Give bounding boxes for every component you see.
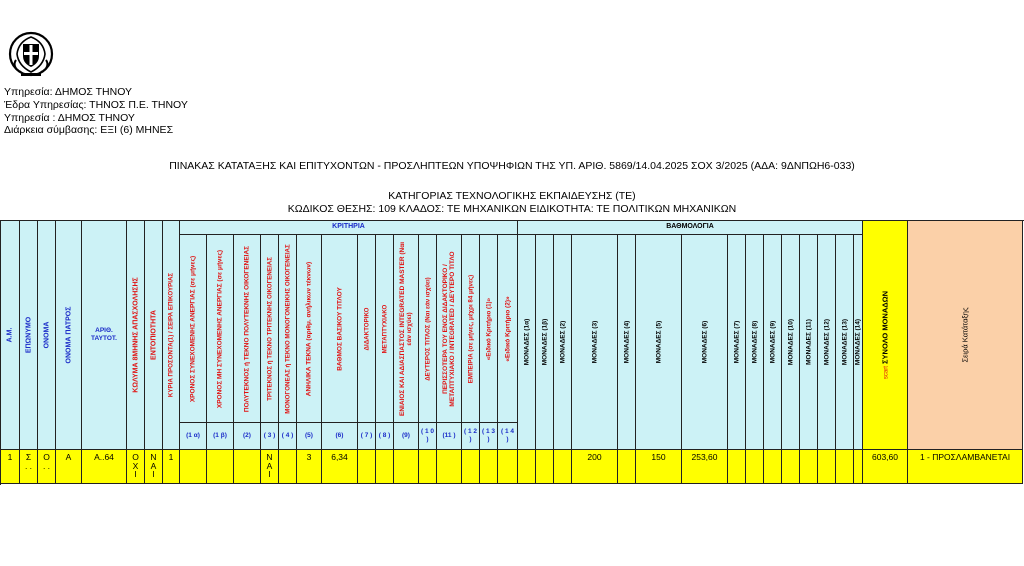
criteria-header-label: ΔΙΔΑΚΤΟΡΙΚΟ	[363, 307, 370, 350]
header-total: scart ΣΥΝΟΛΟ ΜΟΝΑΔΩΝ	[863, 221, 908, 450]
criteria-code-10	[394, 423, 419, 450]
cell-criteria-6	[297, 450, 322, 484]
criteria-header-7	[322, 235, 358, 423]
score-header-label: ΜΟΝΑΔΕΣ (2)	[558, 320, 566, 364]
greek-coat-of-arms-icon	[7, 30, 55, 80]
criteria-header-6	[297, 235, 322, 423]
criteria-code-label: ( 4 )	[281, 432, 294, 439]
score-header-5	[636, 235, 682, 450]
criteria-code-label: ( 1 4 )	[500, 428, 514, 443]
header-rank: Σειρά Κατάταξης	[908, 221, 1023, 450]
score-header-label: ΜΟΝΑΔΕΣ (11)	[804, 319, 812, 365]
cell-id-number	[82, 450, 127, 484]
cell-score-13	[836, 450, 854, 484]
cell-score-3	[572, 450, 618, 484]
criteria-code-label: ( 1 0 )	[421, 428, 435, 443]
criteria-header-label: ΒΑΘΜΟΣ ΒΑΣΙΚΟΥ ΤΙΤΛΟΥ	[336, 286, 343, 371]
cell-score-5	[636, 450, 682, 484]
cell-score-10	[782, 450, 800, 484]
criteria-code-6	[297, 423, 322, 450]
criteria-header-label: ΔΕΥΤΕΡΟΣ ΤΙΤΛΟΣ (Ναι εάν ισχύει)	[424, 276, 431, 381]
criteria-header-8	[358, 235, 376, 423]
criteria-header-label: «Ειδικό Κριτήριο (1)»	[485, 297, 492, 360]
score-header-label: ΜΟΝΑΔΕΣ (1β)	[540, 318, 548, 366]
cell-criteria-3	[234, 450, 261, 484]
cell-father	[56, 450, 82, 484]
score-header-label: ΜΟΝΑΔΕΣ (7)	[732, 320, 740, 364]
criteria-code-15	[498, 423, 518, 450]
cell-restriction	[127, 450, 145, 484]
cell-criteria-9	[376, 450, 394, 484]
cell-am	[1, 450, 20, 484]
criteria-code-3	[234, 423, 261, 450]
criteria-header-14	[480, 235, 498, 423]
header-local: ΕΝΤΟΠΙΟΤΗΤΑ	[145, 221, 163, 450]
score-header-label: ΜΟΝΑΔΕΣ (12)	[822, 318, 830, 366]
score-header-3	[572, 235, 618, 450]
score-header-12	[818, 235, 836, 450]
score-header-6	[682, 235, 728, 450]
header-restriction: ΚΩΛΥΜΑ 8ΜΗΝΗΣ ΑΠΑΣΧΟΛΗΣΗΣ	[127, 221, 145, 450]
score-header-8	[746, 235, 764, 450]
position-subtitle	[0, 190, 1024, 215]
criteria-code-label: (6)	[335, 432, 344, 439]
criteria-header-5	[279, 235, 297, 423]
criteria-header-15	[498, 235, 518, 423]
criteria-code-label: (11 )	[442, 432, 456, 439]
cell-criteria-1	[180, 450, 207, 484]
seat-line: Έδρα Υπηρεσίας: ΤΗΝΟΣ Π.Ε. ΤΗΝΟΥ	[4, 98, 188, 111]
cell-name	[38, 450, 56, 484]
cell-score-14	[854, 450, 863, 484]
cell-am-value: 1	[7, 452, 13, 462]
criteria-code-label: ( 3 )	[263, 432, 276, 439]
scores-group-header: ΒΑΘΜΟΛΟΓΙΑ	[518, 221, 863, 235]
criteria-header-11	[419, 235, 437, 423]
criteria-group-header: ΚΡΙΤΗΡΙΑ	[180, 221, 518, 235]
cell-score-1	[536, 450, 554, 484]
header-block	[4, 86, 188, 137]
duration-line: Διάρκεια σύμβασης: ΕΞΙ (6) ΜΗΝΕΣ	[4, 124, 174, 137]
header-am: Α.Μ.	[1, 221, 20, 450]
criteria-header-1	[180, 235, 207, 423]
criteria-code-1	[180, 423, 207, 450]
cell-criteria-value: 3	[306, 452, 312, 462]
criteria-header-label: ΠΟΛΥΤΕΚΝΟΣ ή ΤΕΚΝΟ ΠΟΛΥΤΕΚΝΗΣ ΟΙΚΟΓΕΝΕΙΑΣ	[243, 245, 251, 412]
score-header-label: ΜΟΝΑΔΕΣ (10)	[786, 318, 794, 366]
service-line: Υπηρεσία: ΔΗΜΟΣ ΤΗΝΟΥ	[4, 86, 133, 98]
cell-criteria-8	[358, 450, 376, 484]
score-header-1	[536, 235, 554, 450]
cell-criteria-2	[207, 450, 234, 484]
score-header-label: ΜΟΝΑΔΕΣ (3)	[590, 320, 598, 364]
cell-criteria-12	[437, 450, 462, 484]
cell-main-qualification	[163, 450, 180, 484]
criteria-code-5	[279, 423, 297, 450]
criteria-code-9	[376, 423, 394, 450]
cell-score-9	[764, 450, 782, 484]
criteria-code-label: ( 8 )	[378, 432, 391, 439]
cell-criteria-10	[394, 450, 419, 484]
criteria-header-label: ΧΡΟΝΟΣ ΣΥΝΕΧΟΜΕΝΗΣ ΑΝΕΡΓΙΑΣ (σε μήνες)	[189, 255, 197, 402]
cell-total	[863, 450, 908, 484]
cell-surname	[20, 450, 38, 484]
criteria-header-label: ΜΟΝΟΓΟΝΕΑΣ ή ΤΕΚΝΟ ΜΟΝΟΓΟΝΕΙΚΗΣ ΟΙΚΟΓΕΝΕΙΑΣ	[284, 243, 291, 414]
score-header-label: ΜΟΝΑΔΕΣ (8)	[750, 320, 758, 364]
score-header-label: ΜΟΝΑΔΕΣ (9)	[768, 320, 776, 364]
score-header-14	[854, 235, 863, 450]
criteria-code-label: (1 β)	[213, 432, 227, 439]
criteria-code-label: (2)	[243, 432, 251, 439]
criteria-code-label: ( 7 )	[360, 432, 373, 439]
cell-criteria-5	[279, 450, 297, 484]
cell-criteria-13	[462, 450, 480, 484]
criteria-code-label: ( 1 3 )	[482, 428, 496, 443]
position-line: ΚΩΔΙΚΟΣ ΘΕΣΗΣ: 109 ΚΛΑΔΟΣ: ΤΕ ΜΗΧΑΝΙΚΩΝ ΕΙΔΙΚΟΤΗΤΑ: ΤΕ ΠΟΛΙΤΙΚΩΝ ΜΗΧΑΝΙΚΩΝ	[287, 202, 737, 215]
criteria-header-4	[261, 235, 279, 423]
cell-score-6	[682, 450, 728, 484]
score-header-label: ΜΟΝΑΔΕΣ (4)	[622, 320, 630, 364]
criteria-code-label: (1 α)	[186, 432, 200, 439]
cell-criteria-4	[261, 450, 279, 484]
cell-criteria-11	[419, 450, 437, 484]
criteria-header-2	[207, 235, 234, 423]
criteria-code-7	[322, 423, 358, 450]
document-title: ΠΙΝΑΚΑΣ ΚΑΤΑΤΑΞΗΣ ΚΑΙ ΕΠΙΤΥΧΟΝΤΩΝ - ΠΡΟΣΛΗΠΤΕΩΝ ΥΠΟΨΗΦΙΩΝ ΤΗΣ ΥΠ. ΑΡΙΘ. 5869/14.04.2025 ΣΟΧ 3/2025 (ΑΔΑ: 9ΔΝΠΩΗ6-033)	[169, 160, 855, 172]
header-father: ΟΝΟΜΑ ΠΑΤΡΟΣ	[56, 221, 82, 450]
criteria-code-14	[480, 423, 498, 450]
score-header-10	[782, 235, 800, 450]
criteria-code-11	[419, 423, 437, 450]
cell-criteria-14	[480, 450, 498, 484]
criteria-code-label: (9)	[402, 432, 410, 439]
criteria-header-label: ΕΝΙΑΙΟΣ ΚΑΙ ΑΔΙΑΣΠΑΣΤΟΣ INTEGRATED MASTER (Ναι εάν ισχύει)	[399, 241, 413, 416]
score-header-7	[728, 235, 746, 450]
cell-total-value: 603,60	[872, 452, 898, 462]
score-header-9	[764, 235, 782, 450]
criteria-header-label: ΧΡΟΝΟΣ ΜΗ ΣΥΝΕΧΟΜΕΝΗΣ ΑΝΕΡΓΙΑΣ (σε μήνες)	[216, 249, 224, 408]
criteria-header-3	[234, 235, 261, 423]
criteria-header-label: ΕΜΠΕΙΡΙΑ (σε μήνες, μέχρι 84 μήνες)	[467, 274, 474, 383]
cell-score-value: 253,60	[691, 452, 718, 462]
cell-score-2	[554, 450, 572, 484]
criteria-header-label: «Ειδικό Κριτήριο (2)»	[504, 295, 511, 362]
criteria-header-10	[394, 235, 419, 423]
cell-father-value: Α	[65, 452, 72, 462]
cell-score-8	[746, 450, 764, 484]
cell-local	[145, 450, 163, 484]
criteria-header-0	[163, 221, 180, 450]
criteria-code-8	[358, 423, 376, 450]
score-header-0	[518, 235, 536, 450]
header-name: ΟΝΟΜΑ	[38, 221, 56, 450]
cell-score-4	[618, 450, 636, 484]
score-header-11	[800, 235, 818, 450]
header-surname: ΕΠΩΝΥΜΟ	[20, 221, 38, 450]
cell-rank-value: 1 - ΠΡΟΣΛΑΜΒΑΝΕΤΑΙ	[919, 452, 1011, 462]
cell-criteria-7	[322, 450, 358, 484]
cell-rank	[908, 450, 1023, 484]
cell-name-value: Ο . .	[42, 452, 51, 471]
criteria-header-label: ΜΕΤΑΠΤΥΧΙΑΚΟ	[381, 304, 388, 353]
criteria-header-12	[437, 235, 462, 423]
criteria-header-13	[462, 235, 480, 423]
criteria-header-label: ΠΕΡΙΣΣΟΤΕΡΑ ΤΟΥ ΕΝΟΣ ΔΙΔΑΚΤΟΡΙΚΟ / ΜΕΤΑΠΤΥΧΙΑΚΟ / INTEGRATED / ΔΕΥΤΕΡΟ ΤΙΤΛΟ	[442, 250, 456, 407]
criteria-code-label: (5)	[305, 432, 313, 439]
header-id-number: ΑΡΙΘ. ΤΑΥΤΟΤ.	[82, 221, 127, 450]
cell-id-number-value: Α..64	[94, 452, 114, 462]
criteria-header-9	[376, 235, 394, 423]
criteria-code-12	[437, 423, 462, 450]
cell-local-value: Ν Α Ι	[150, 452, 157, 479]
category-line: ΚΑΤΗΓΟΡΙΑΣ ΤΕΧΝΟΛΟΓΙΚΗΣ ΕΚΠΑΙΔΕΥΣΗΣ (ΤΕ)	[388, 190, 636, 202]
score-header-label: ΜΟΝΑΔΕΣ (14)	[854, 318, 862, 366]
score-header-label: ΜΟΝΑΔΕΣ (1α)	[522, 318, 530, 366]
cell-main-qualification-value: 1	[168, 452, 174, 462]
cell-score-0	[518, 450, 536, 484]
ranking-table	[0, 220, 1024, 485]
score-header-label: ΜΟΝΑΔΕΣ (13)	[840, 318, 848, 366]
cell-score-value: 150	[651, 452, 666, 462]
cell-score-12	[818, 450, 836, 484]
cell-score-value: 200	[587, 452, 602, 462]
score-header-label: ΜΟΝΑΔΕΣ (5)	[654, 320, 662, 364]
cell-criteria-value: Ν Α Ι	[266, 452, 273, 479]
cell-surname-value: Σ . .	[24, 452, 33, 471]
cell-score-7	[728, 450, 746, 484]
score-header-2	[554, 235, 572, 450]
score-header-4	[618, 235, 636, 450]
criteria-code-2	[207, 423, 234, 450]
criteria-code-4	[261, 423, 279, 450]
criteria-code-13	[462, 423, 480, 450]
score-header-13	[836, 235, 854, 450]
criteria-header-label: ΤΡΙΤΕΚΝΟΣ ή ΤΕΚΝΟ ΤΡΙΤΕΚΝΗΣ ΟΙΚΟΓΕΝΕΙΑΣ	[266, 256, 273, 401]
cell-restriction-value: Ο Χ Ι	[132, 452, 139, 479]
service-line-2: Υπηρεσία : ΔΗΜΟΣ ΤΗΝΟΥ	[4, 111, 135, 124]
cell-criteria-15	[498, 450, 518, 484]
criteria-code-label: ( 1 2 )	[464, 428, 478, 443]
cell-score-11	[800, 450, 818, 484]
criteria-header-label: ΑΝΗΛΙΚΑ ΤΕΚΝΑ (αριθμ. ανήλικων τέκνων)	[305, 261, 313, 396]
cell-criteria-value: 6,34	[331, 452, 348, 462]
score-header-label: ΜΟΝΑΔΕΣ (6)	[700, 320, 708, 364]
criteria-header-label: ΚΥΡΙΑ ΠΡΟΣΟΝΤΑ(1) / ΣΕΙΡΑ ΕΠΙΚΟΥΡΙΑΣ	[167, 272, 175, 398]
